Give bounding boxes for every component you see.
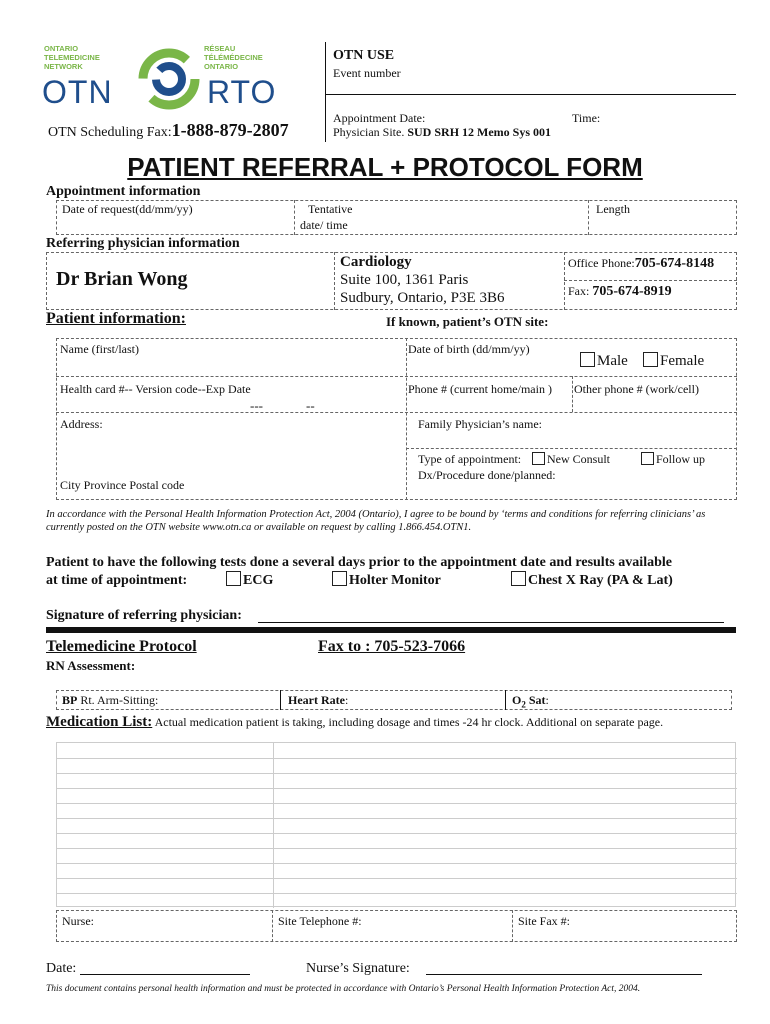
phone-field[interactable]: Phone # (current home/main ) — [408, 382, 552, 396]
appointment-type: Type of appointment: — [418, 452, 522, 466]
logo-right-text: RÉSEAU TÉLÉMÉDECINE ONTARIO — [204, 44, 263, 71]
consent-text: In accordance with the Personal Health Information Protection Act, 2004 (Ontario), I agree to be bound by ‘terms and conditions for referring clinicians’ as currently posted on the OTN website www.otn.ca or available on request by calling 1.866.454.OTN1. — [46, 509, 706, 533]
logo-otn-text: OTN — [42, 74, 113, 110]
nurse-signature-label: Nurse’s Signature: — [306, 961, 410, 976]
rn-assessment-label: RN Assessment: — [46, 658, 136, 673]
site-telephone-field[interactable]: Site Telephone #: — [278, 914, 362, 928]
logo-left-text: ONTARIO TELEMEDICINE NETWORK — [44, 44, 100, 71]
thick-divider — [46, 627, 736, 633]
tests-line-2: at time of appointment: — [46, 573, 188, 588]
health-card-field[interactable]: Health card #-- Version code--Exp Date — [60, 382, 251, 396]
tentative-label: Tentative — [308, 202, 353, 216]
otn-use-underline — [326, 94, 736, 95]
heart-rate-field[interactable]: Heart Rate: — [288, 693, 349, 707]
ecg-checkbox[interactable]: ECG — [226, 571, 273, 589]
follow-up-checkbox[interactable]: Follow up — [641, 452, 705, 467]
female-checkbox[interactable]: Female — [643, 352, 704, 370]
footer-note: This document contains personal health information and must be protected in accordance with Ontario’s Personal Health Information Protection Act, 2004. — [46, 984, 641, 994]
length-field[interactable]: Length — [596, 202, 630, 216]
address-field[interactable]: Address: — [60, 417, 103, 431]
scheduling-fax: OTN Scheduling Fax:1-888-879-2807 — [48, 120, 289, 140]
health-card-dash-1: --- — [250, 398, 263, 413]
logo-swirl-icon — [137, 46, 201, 112]
medication-heading: Medication List: Actual medication patient is taking, including dosage and times -24 hr clock. Additional on separate page. — [46, 714, 664, 730]
date-label: Date: — [46, 961, 77, 976]
protocol-fax: Fax to : 705-523-7066 — [318, 638, 466, 655]
bp-field[interactable]: BP Rt. Arm-Sitting: — [62, 693, 159, 707]
new-consult-checkbox[interactable]: New Consult — [532, 452, 610, 467]
family-physician-field[interactable]: Family Physician’s name: — [418, 417, 542, 431]
follow-up-box-icon — [641, 452, 654, 465]
date-time-field[interactable]: date/ time — [300, 218, 348, 232]
address-line-2: Sudbury, Ontario, P3E 3B6 — [340, 290, 505, 306]
doctor-name: Dr Brian Wong — [56, 268, 188, 290]
patient-box — [56, 338, 737, 500]
ecg-box-icon — [226, 571, 241, 586]
new-consult-box-icon — [532, 452, 545, 465]
holter-checkbox[interactable]: Holter Monitor — [332, 571, 441, 589]
otn-logo — [42, 44, 292, 112]
department: Cardiology — [340, 254, 412, 270]
referring-heading: Referring physician information — [46, 236, 240, 251]
female-box-icon — [643, 352, 658, 367]
dob-field[interactable]: Date of birth (dd/mm/yy) — [408, 342, 530, 356]
other-phone-field[interactable]: Other phone # (work/cell) — [574, 382, 699, 396]
xray-box-icon — [511, 571, 526, 586]
office-fax: Fax: 705-674-8919 — [568, 284, 672, 299]
office-phone: Office Phone:705-674-8148 — [568, 256, 715, 271]
male-checkbox[interactable]: Male — [580, 352, 628, 370]
holter-box-icon — [332, 571, 347, 586]
xray-checkbox[interactable]: Chest X Ray (PA & Lat) — [511, 571, 673, 589]
signature-line[interactable] — [258, 622, 724, 623]
protocol-heading: Telemedicine Protocol — [46, 638, 197, 655]
city-field[interactable]: City Province Postal code — [60, 478, 185, 492]
date-line[interactable] — [80, 974, 250, 975]
logo-rto-text: RTO — [207, 74, 277, 110]
physician-site: Physician Site. SUD SRH 12 Memo Sys 001 — [333, 125, 552, 139]
site-fax-field[interactable]: Site Fax #: — [518, 914, 571, 928]
nurse-signature-line[interactable] — [426, 974, 702, 975]
male-box-icon — [580, 352, 595, 367]
nurse-box — [56, 910, 737, 942]
patient-name-field[interactable]: Name (first/last) — [60, 342, 139, 356]
date-of-request-field[interactable]: Date of request(dd/mm/yy) — [62, 202, 193, 216]
otn-site-label: If known, patient’s OTN site: — [386, 314, 549, 329]
nurse-field[interactable]: Nurse: — [62, 914, 94, 928]
o2-sat-field[interactable]: $O_2$ Sat: — [512, 693, 549, 710]
header-divider — [325, 42, 326, 142]
appointment-date-label: Appointment Date: — [333, 111, 426, 125]
tests-line-1: Patient to have the following tests done a several days prior to the appointment date and results available — [46, 555, 672, 570]
otn-use-label: OTN USE — [333, 48, 395, 63]
patient-heading: Patient information: — [46, 310, 186, 327]
time-label: Time: — [572, 111, 601, 125]
dx-field[interactable]: Dx/Procedure done/planned: — [418, 468, 556, 482]
event-number-label: Event number — [333, 66, 401, 80]
address-line-1: Suite 100, 1361 Paris — [340, 272, 469, 288]
medication-table[interactable] — [56, 742, 736, 907]
health-card-dash-2: -- — [306, 398, 315, 413]
page-title: PATIENT REFERRAL + PROTOCOL FORM — [127, 152, 643, 182]
signature-label: Signature of referring physician: — [46, 608, 242, 623]
appointment-heading: Appointment information — [46, 184, 201, 199]
